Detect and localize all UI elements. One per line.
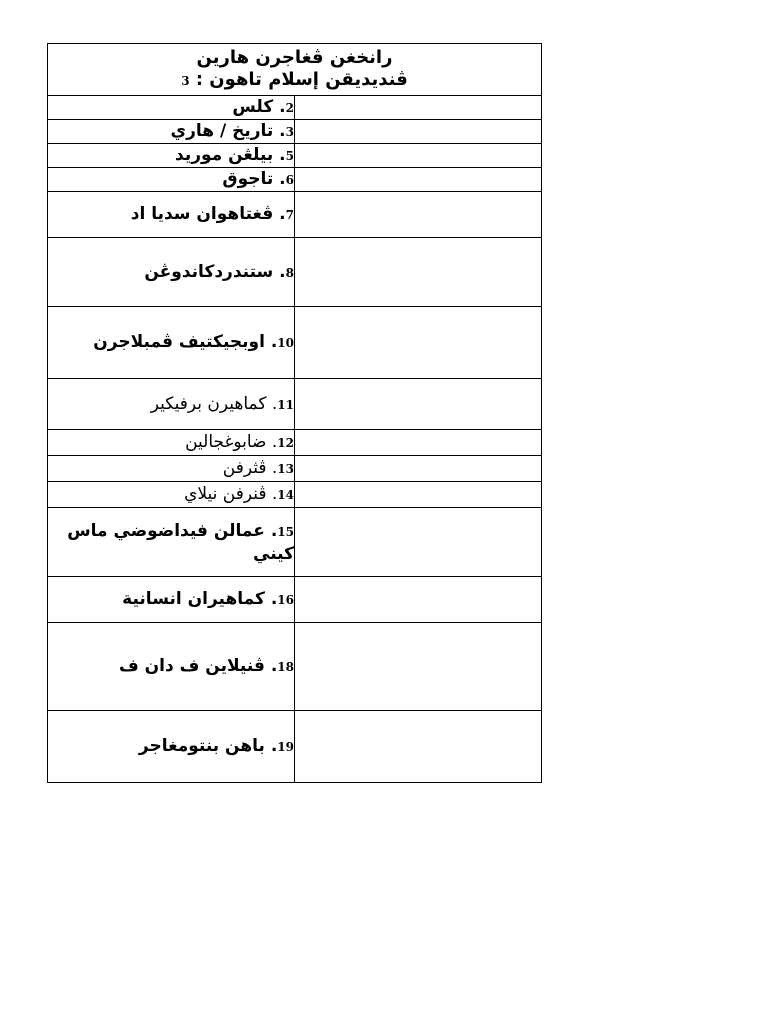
field-label: . اوبجيكتيف ڤمبلاجرن bbox=[93, 332, 278, 352]
field-number: 12 bbox=[277, 436, 294, 450]
table-row bbox=[48, 168, 542, 192]
field-number: 2 bbox=[285, 101, 294, 115]
field-value-cell[interactable] bbox=[295, 96, 542, 120]
lesson-plan-table bbox=[47, 43, 542, 783]
field-number: 11 bbox=[277, 397, 294, 412]
table-row bbox=[48, 711, 542, 783]
field-label: . عمالن فيداضوضي ماس كيني bbox=[67, 520, 294, 564]
field-label: . ڤنيلاين ف دان ف bbox=[119, 656, 278, 676]
field-label: . ستندردكاندوڠن bbox=[144, 261, 286, 282]
field-value-cell[interactable] bbox=[295, 577, 542, 623]
table-row bbox=[48, 456, 542, 482]
field-value-cell[interactable] bbox=[295, 623, 542, 711]
title-cell bbox=[48, 44, 542, 96]
field-number: 10 bbox=[277, 336, 294, 350]
field-number: 7 bbox=[285, 208, 294, 222]
table-row bbox=[48, 96, 542, 120]
field-value-cell[interactable] bbox=[295, 482, 542, 508]
field-value-cell[interactable] bbox=[295, 508, 542, 577]
field-value-cell[interactable] bbox=[295, 168, 542, 192]
field-number: 5 bbox=[285, 149, 294, 163]
field-number: 18 bbox=[277, 660, 294, 674]
field-number: 16 bbox=[277, 593, 294, 607]
title-row bbox=[48, 44, 542, 96]
table-row bbox=[48, 482, 542, 508]
table-row bbox=[48, 577, 542, 623]
field-value-cell[interactable] bbox=[295, 430, 542, 456]
field-label: . ڤنرفن نيلاي bbox=[184, 484, 278, 504]
field-value-cell[interactable] bbox=[295, 307, 542, 379]
field-label-cell bbox=[48, 144, 295, 168]
field-label: . ڤغتاهوان سديا اد bbox=[130, 204, 286, 224]
field-label-cell bbox=[48, 623, 295, 711]
subject-label: ڤنديديقن إسلام تاهون : bbox=[195, 69, 408, 90]
field-number: 3 bbox=[285, 125, 294, 139]
field-label: . كماهيرن برفيكير bbox=[150, 393, 278, 414]
field-value-cell[interactable] bbox=[295, 144, 542, 168]
field-label-cell bbox=[48, 192, 295, 238]
table-row bbox=[48, 430, 542, 456]
field-label: . تاجوق bbox=[222, 169, 286, 189]
table-row bbox=[48, 120, 542, 144]
field-label-cell bbox=[48, 577, 295, 623]
field-number: 19 bbox=[277, 740, 294, 754]
field-label: . ضابوغجالين bbox=[185, 432, 278, 452]
field-number: 14 bbox=[277, 488, 294, 502]
table-row bbox=[48, 508, 542, 577]
table-row bbox=[48, 379, 542, 430]
field-label-cell bbox=[48, 379, 295, 430]
field-label-cell bbox=[48, 168, 295, 192]
table-row bbox=[48, 144, 542, 168]
field-label: . كماهيران انسانية bbox=[122, 589, 278, 609]
table-row bbox=[48, 623, 542, 711]
field-number: 15 bbox=[277, 524, 294, 539]
field-value-cell[interactable] bbox=[295, 120, 542, 144]
table-row bbox=[48, 192, 542, 238]
field-label-cell bbox=[48, 711, 295, 783]
field-label-cell bbox=[48, 96, 295, 120]
field-value-cell[interactable] bbox=[295, 379, 542, 430]
field-label: . باهن بنتومغاجر bbox=[138, 736, 278, 756]
field-label: . بيلڠن موريد bbox=[175, 145, 286, 165]
page-title: رانخغن ڤغاجرن هارين bbox=[196, 47, 393, 68]
field-label-cell bbox=[48, 430, 295, 456]
field-label-cell bbox=[48, 307, 295, 379]
field-value-cell[interactable] bbox=[295, 711, 542, 783]
field-value-cell[interactable] bbox=[295, 238, 542, 307]
field-value-cell[interactable] bbox=[295, 456, 542, 482]
year-value: 3 bbox=[181, 74, 190, 88]
field-number: 6 bbox=[285, 173, 294, 187]
field-label-cell bbox=[48, 238, 295, 307]
subject-year-line bbox=[48, 69, 541, 92]
table-row bbox=[48, 238, 542, 307]
table-row bbox=[48, 307, 542, 379]
field-label-cell bbox=[48, 508, 295, 577]
field-label-cell bbox=[48, 482, 295, 508]
field-number: 13 bbox=[277, 462, 294, 476]
field-label: . كلس bbox=[232, 97, 286, 117]
field-label-cell bbox=[48, 456, 295, 482]
field-value-cell[interactable] bbox=[295, 192, 542, 238]
field-number: 8 bbox=[285, 265, 294, 280]
field-label: . ڤثرفن bbox=[222, 458, 278, 478]
field-label: . تاريخ / هاري bbox=[170, 121, 286, 141]
field-label-cell bbox=[48, 120, 295, 144]
